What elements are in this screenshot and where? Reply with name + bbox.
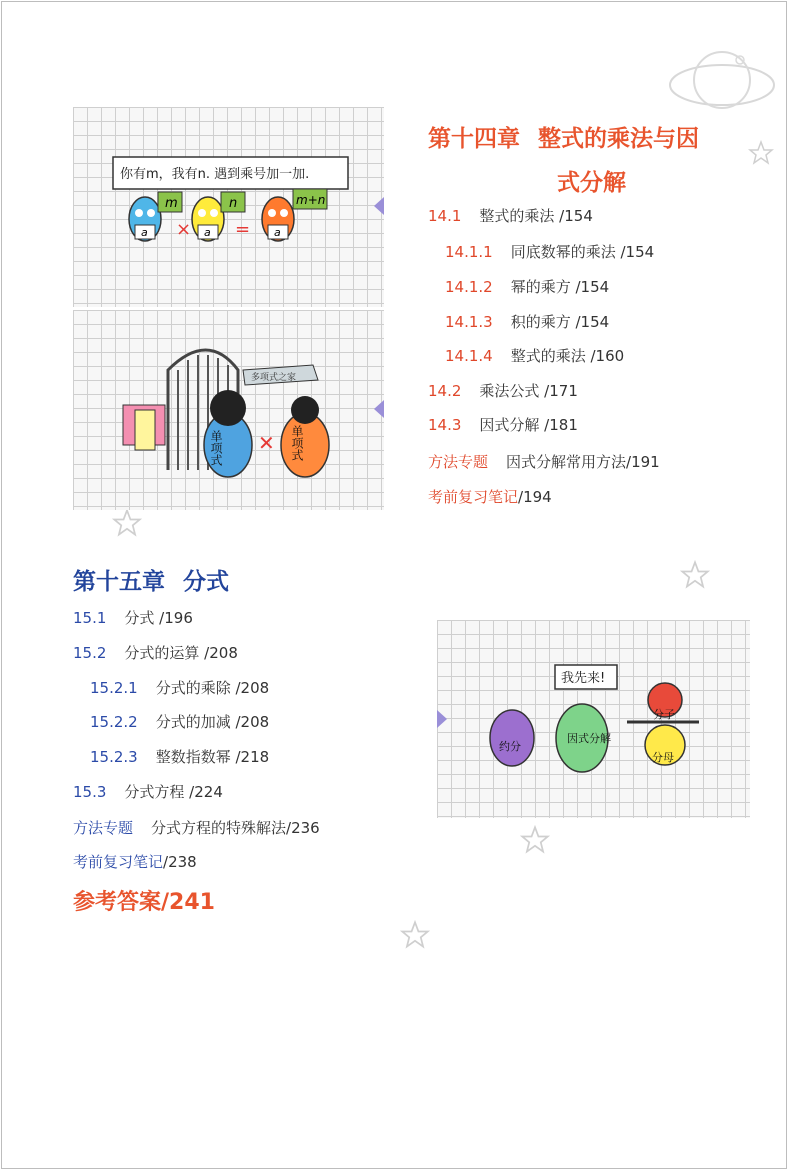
star-icon	[520, 825, 550, 855]
toc-item-14-1-3[interactable]: 14.1.3 积的乘方 /154	[445, 313, 610, 331]
page-tab-marker	[437, 710, 447, 728]
toc-item-15-2[interactable]: 15.2 分式的运算 /208	[73, 644, 238, 662]
gate-sign: 多项式之家	[251, 373, 297, 383]
toc-item-14-1-1[interactable]: 14.1.1 同底数幂的乘法 /154	[445, 243, 655, 261]
char-b: 单项式	[290, 425, 304, 461]
cartoon-fraction-art	[437, 620, 750, 818]
char-mid: 因式分解	[567, 732, 611, 745]
toc-item-15-method[interactable]: 方法专题 分式方程的特殊解法/236	[73, 819, 320, 837]
toc-item-14-1-2[interactable]: 14.1.2 幂的乘方 /154	[445, 278, 610, 296]
toc-item-14-2[interactable]: 14.2 乘法公式 /171	[428, 382, 578, 400]
cartoon-panel-exponent	[73, 107, 384, 307]
ch14-title-part1: 整式的乘法与因	[538, 126, 699, 152]
toc-item-15-2-3[interactable]: 15.2.3 整数指数幂 /218	[90, 748, 270, 766]
sign-n: n	[229, 196, 238, 211]
star-icon	[748, 140, 774, 166]
sign-m: m	[165, 196, 178, 211]
cartoon-exponent-art	[73, 107, 384, 307]
toc-item-15-2-2[interactable]: 15.2.2 分式的加减 /208	[90, 713, 270, 731]
svg-text:×: ×	[176, 219, 192, 240]
cartoon1-bubble: 你有m，我有n. 遇到乘号加一加.	[120, 167, 310, 182]
toc-item-14-method[interactable]: 方法专题 因式分解常用方法/191	[428, 453, 660, 471]
toc-item-14-1-4[interactable]: 14.1.4 整式的乘法 /160	[445, 347, 625, 365]
base-a-3: a	[274, 226, 281, 239]
cartoon-monomial-art	[73, 310, 384, 510]
cartoon-panel-monomial	[73, 310, 384, 510]
answers-link[interactable]: 参考答案/241	[73, 890, 215, 915]
toc-item-15-2-1[interactable]: 15.2.1 分式的乘除 /208	[90, 679, 270, 697]
star-icon	[400, 920, 430, 950]
toc-item-15-review[interactable]: 考前复习笔记/238	[73, 853, 197, 871]
page-tab-marker	[374, 197, 384, 215]
toc-item-14-review[interactable]: 考前复习笔记/194	[428, 488, 552, 506]
char-top: 分子	[653, 708, 675, 721]
star-icon	[680, 560, 710, 590]
base-a-1: a	[141, 226, 148, 239]
sign-mn: m+n	[296, 193, 326, 207]
ch14-title-line2: 式分解	[557, 170, 626, 196]
page-tab-marker	[374, 400, 384, 418]
cartoon-panel-fraction	[437, 620, 750, 818]
toc-item-15-1[interactable]: 15.1 分式 /196	[73, 609, 193, 627]
ch14-label: 第十四章	[428, 126, 520, 152]
ch15-title: 第十五章 分式	[73, 569, 229, 595]
planet-icon	[660, 30, 780, 130]
cartoon3-bubble: 我先来!	[561, 671, 606, 686]
svg-text:=: =	[235, 219, 251, 240]
ch14-title-line1	[428, 120, 699, 153]
toc-item-14-3[interactable]: 14.3 因式分解 /181	[428, 416, 578, 434]
base-a-2: a	[204, 226, 211, 239]
char-bottom: 分母	[652, 751, 674, 764]
svg-text:✕: ✕	[258, 431, 275, 455]
star-icon	[112, 508, 142, 538]
toc-item-14-1[interactable]: 14.1 整式的乘法 /154	[428, 207, 593, 225]
ch15-label: 第十五章	[73, 569, 165, 595]
toc-item-15-3[interactable]: 15.3 分式方程 /224	[73, 783, 223, 801]
char-a: 单项式	[209, 430, 223, 466]
char-left: 约分	[499, 740, 521, 753]
